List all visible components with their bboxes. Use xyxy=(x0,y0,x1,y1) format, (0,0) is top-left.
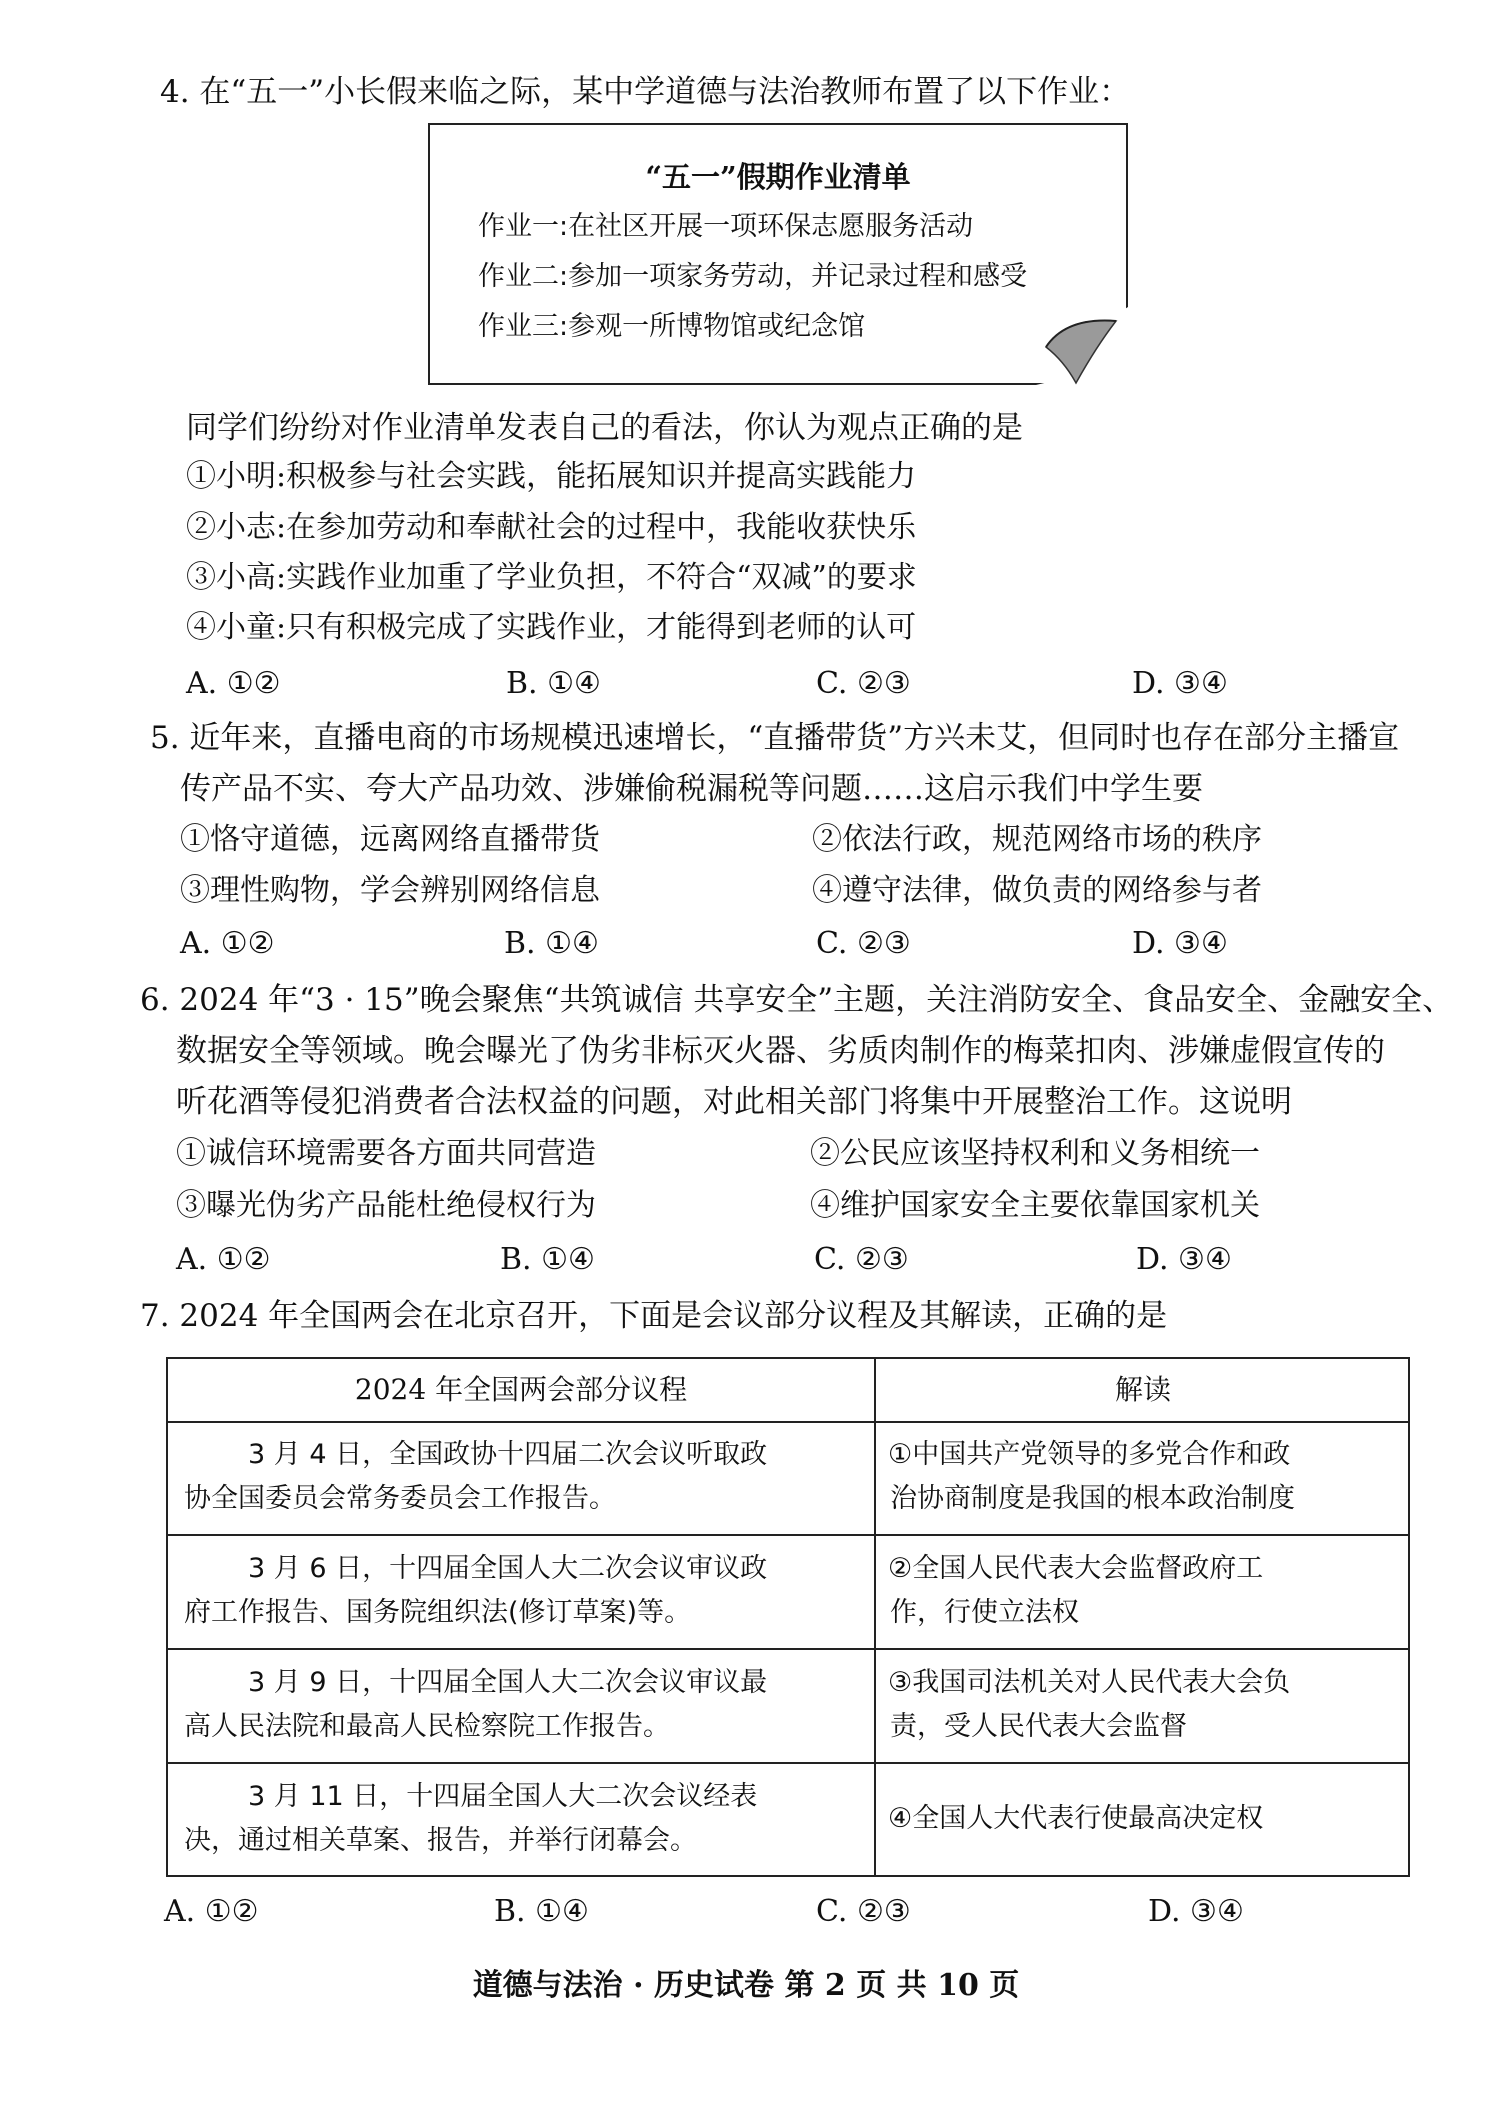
q5-stem-line: 传产品不实、夸大产品功效、涉嫌偷税漏税等问题……这启示我们中学生要 xyxy=(180,771,1203,807)
q7-choice-a[interactable]: A. ①② xyxy=(164,1894,259,1929)
q5-option: ①恪守道德，远离网络直播带货 xyxy=(180,822,600,857)
q4-stem: 4. 在“五一”小长假来临之际，某中学道德与法治教师布置了以下作业： xyxy=(160,74,1131,110)
reading-cell: ②全国人民代表大会监督政府工 xyxy=(888,1553,1264,1584)
q5-stem-line: 5. 近年来，直播电商的市场规模迅速增长，“直播带货”方兴未艾，但同时也存在部分主播宣 xyxy=(150,720,1400,756)
q6-choice-a[interactable]: A. ①② xyxy=(176,1242,271,1277)
page-curl-icon xyxy=(1036,307,1128,385)
reading-cell: 责，受人民代表大会监督 xyxy=(890,1711,1187,1742)
agenda-cell: 3 月 4 日，全国政协十四届二次会议听取政 xyxy=(248,1439,768,1470)
agenda-cell: 高人民法院和最高人民检察院工作报告。 xyxy=(184,1711,670,1742)
q5-option: ③理性购物，学会辨别网络信息 xyxy=(180,873,600,908)
q7-choice-c[interactable]: C. ②③ xyxy=(816,1894,911,1929)
q7-stem: 7. 2024 年全国两会在北京召开，下面是会议部分议程及其解读，正确的是 xyxy=(140,1298,1168,1334)
q5-choice-b[interactable]: B. ①④ xyxy=(504,926,599,961)
q6-option: ③曝光伪劣产品能杜绝侵权行为 xyxy=(176,1188,596,1223)
table-divider xyxy=(168,1421,1408,1423)
q5-choice-c[interactable]: C. ②③ xyxy=(816,926,911,961)
q4-choice-d[interactable]: D. ③④ xyxy=(1132,666,1228,701)
q6-stem-line: 6. 2024 年“3 · 15”晚会聚焦“共筑诚信 共享安全”主题，关注消防安全、食品安全、金融安全、 xyxy=(140,982,1454,1018)
reading-cell: 治协商制度是我国的根本政治制度 xyxy=(890,1483,1295,1514)
agenda-cell: 协全国委员会常务委员会工作报告。 xyxy=(184,1483,616,1514)
table-divider xyxy=(874,1359,876,1875)
q4-choice-b[interactable]: B. ①④ xyxy=(506,666,601,701)
q6-option: ④维护国家安全主要依靠国家机关 xyxy=(810,1188,1260,1223)
agenda-cell: 3 月 9 日，十四届全国人大二次会议审议最 xyxy=(248,1667,768,1698)
table-header-agenda: 2024 年全国两会部分议程 xyxy=(354,1373,688,1406)
q4-choice-a[interactable]: A. ①② xyxy=(186,666,281,701)
q6-choice-d[interactable]: D. ③④ xyxy=(1136,1242,1232,1277)
q7-choice-d[interactable]: D. ③④ xyxy=(1148,1894,1244,1929)
q5-option: ④遵守法律，做负责的网络参与者 xyxy=(812,873,1262,908)
reading-cell: 作，行使立法权 xyxy=(890,1597,1079,1628)
homework-note xyxy=(428,123,1128,385)
homework-item: 作业三:参观一所博物馆或纪念馆 xyxy=(478,311,866,342)
q6-stem-line: 听花酒等侵犯消费者合法权益的问题，对此相关部门将集中开展整治工作。这说明 xyxy=(176,1084,1292,1120)
q4-option: ④小童:只有积极完成了实践作业，才能得到老师的认可 xyxy=(186,610,917,645)
q4-prompt: 同学们纷纷对作业清单发表自己的看法，你认为观点正确的是 xyxy=(186,410,1023,446)
q4-option: ③小高:实践作业加重了学业负担，不符合“双减”的要求 xyxy=(186,560,917,595)
homework-item: 作业一:在社区开展一项环保志愿服务活动 xyxy=(478,211,974,242)
page-footer: 道德与法治 · 历史试卷 第 2 页 共 10 页 xyxy=(472,1968,1020,2003)
agenda-cell: 3 月 6 日，十四届全国人大二次会议审议政 xyxy=(248,1553,768,1584)
agenda-cell: 决，通过相关草案、报告，并举行闭幕会。 xyxy=(184,1825,697,1856)
q5-choice-d[interactable]: D. ③④ xyxy=(1132,926,1228,961)
homework-note-title: “五一”假期作业清单 xyxy=(645,160,911,194)
table-header-reading: 解读 xyxy=(1114,1373,1171,1406)
q4-choice-c[interactable]: C. ②③ xyxy=(816,666,911,701)
q7-choice-b[interactable]: B. ①④ xyxy=(494,1894,589,1929)
homework-item: 作业二:参加一项家务劳动，并记录过程和感受 xyxy=(478,261,1028,292)
reading-cell: ④全国人大代表行使最高决定权 xyxy=(888,1803,1264,1834)
q5-choice-a[interactable]: A. ①② xyxy=(180,926,275,961)
q6-choice-c[interactable]: C. ②③ xyxy=(814,1242,909,1277)
q6-stem-line: 数据安全等领域。晚会曝光了伪劣非标灭火器、劣质肉制作的梅菜扣肉、涉嫌虚假宣传的 xyxy=(176,1033,1385,1069)
q6-option: ②公民应该坚持权利和义务相统一 xyxy=(810,1136,1260,1171)
q4-option: ②小志:在参加劳动和奉献社会的过程中，我能收获快乐 xyxy=(186,510,917,545)
reading-cell: ③我国司法机关对人民代表大会负 xyxy=(888,1667,1291,1698)
q5-option: ②依法行政，规范网络市场的秩序 xyxy=(812,822,1262,857)
agenda-table xyxy=(166,1357,1410,1877)
table-divider xyxy=(168,1534,1408,1536)
table-divider xyxy=(168,1648,1408,1650)
agenda-cell: 3 月 11 日，十四届全国人大二次会议经表 xyxy=(248,1781,758,1812)
reading-cell: ①中国共产党领导的多党合作和政 xyxy=(888,1439,1291,1470)
q4-option: ①小明:积极参与社会实践，能拓展知识并提高实践能力 xyxy=(186,459,917,494)
table-divider xyxy=(168,1762,1408,1764)
agenda-cell: 府工作报告、国务院组织法(修订草案)等。 xyxy=(184,1597,692,1628)
q6-option: ①诚信环境需要各方面共同营造 xyxy=(176,1136,596,1171)
q6-choice-b[interactable]: B. ①④ xyxy=(500,1242,595,1277)
